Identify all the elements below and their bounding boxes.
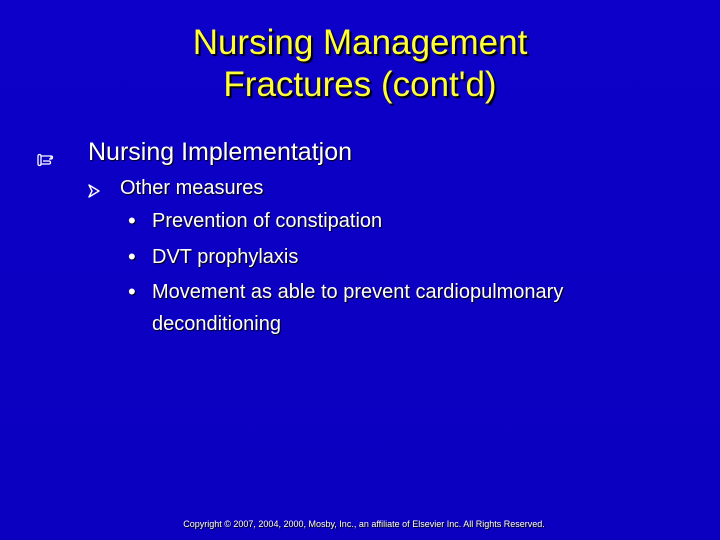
arrow-bullet-icon <box>88 181 100 195</box>
slide-title-line-2: Fractures (cont'd) <box>223 65 497 104</box>
scroll-bullet-icon <box>36 145 54 159</box>
copyright-footer: Copyright © 2007, 2004, 2000, Mosby, Inc., an affiliate of Elsevier Inc. All Rights Reserved. <box>183 519 545 529</box>
bullet-level-3-item <box>128 205 668 237</box>
bullet-level-3-text: DVT prophylaxis <box>152 246 299 268</box>
bullet-level-1 <box>36 136 352 168</box>
bullet-level-3-text: Movement as able to prevent cardiopulmonary deconditioning <box>152 281 564 335</box>
dot-bullet-icon: • <box>128 279 136 304</box>
bullet-level-2-text: Other measures <box>120 176 264 199</box>
slide-title <box>0 22 720 106</box>
bullet-level-3-item <box>128 241 668 273</box>
slide-title-line-1: Nursing Management <box>192 23 528 62</box>
bullet-level-3-text: Prevention of constipation <box>152 210 383 232</box>
dot-bullet-icon: • <box>128 208 136 233</box>
bullet-level-2 <box>88 174 263 202</box>
dot-bullet-icon: • <box>128 244 136 269</box>
bullet-level-1-text: Nursing Implementatjon <box>88 137 353 166</box>
bullet-level-3-item <box>128 276 668 340</box>
